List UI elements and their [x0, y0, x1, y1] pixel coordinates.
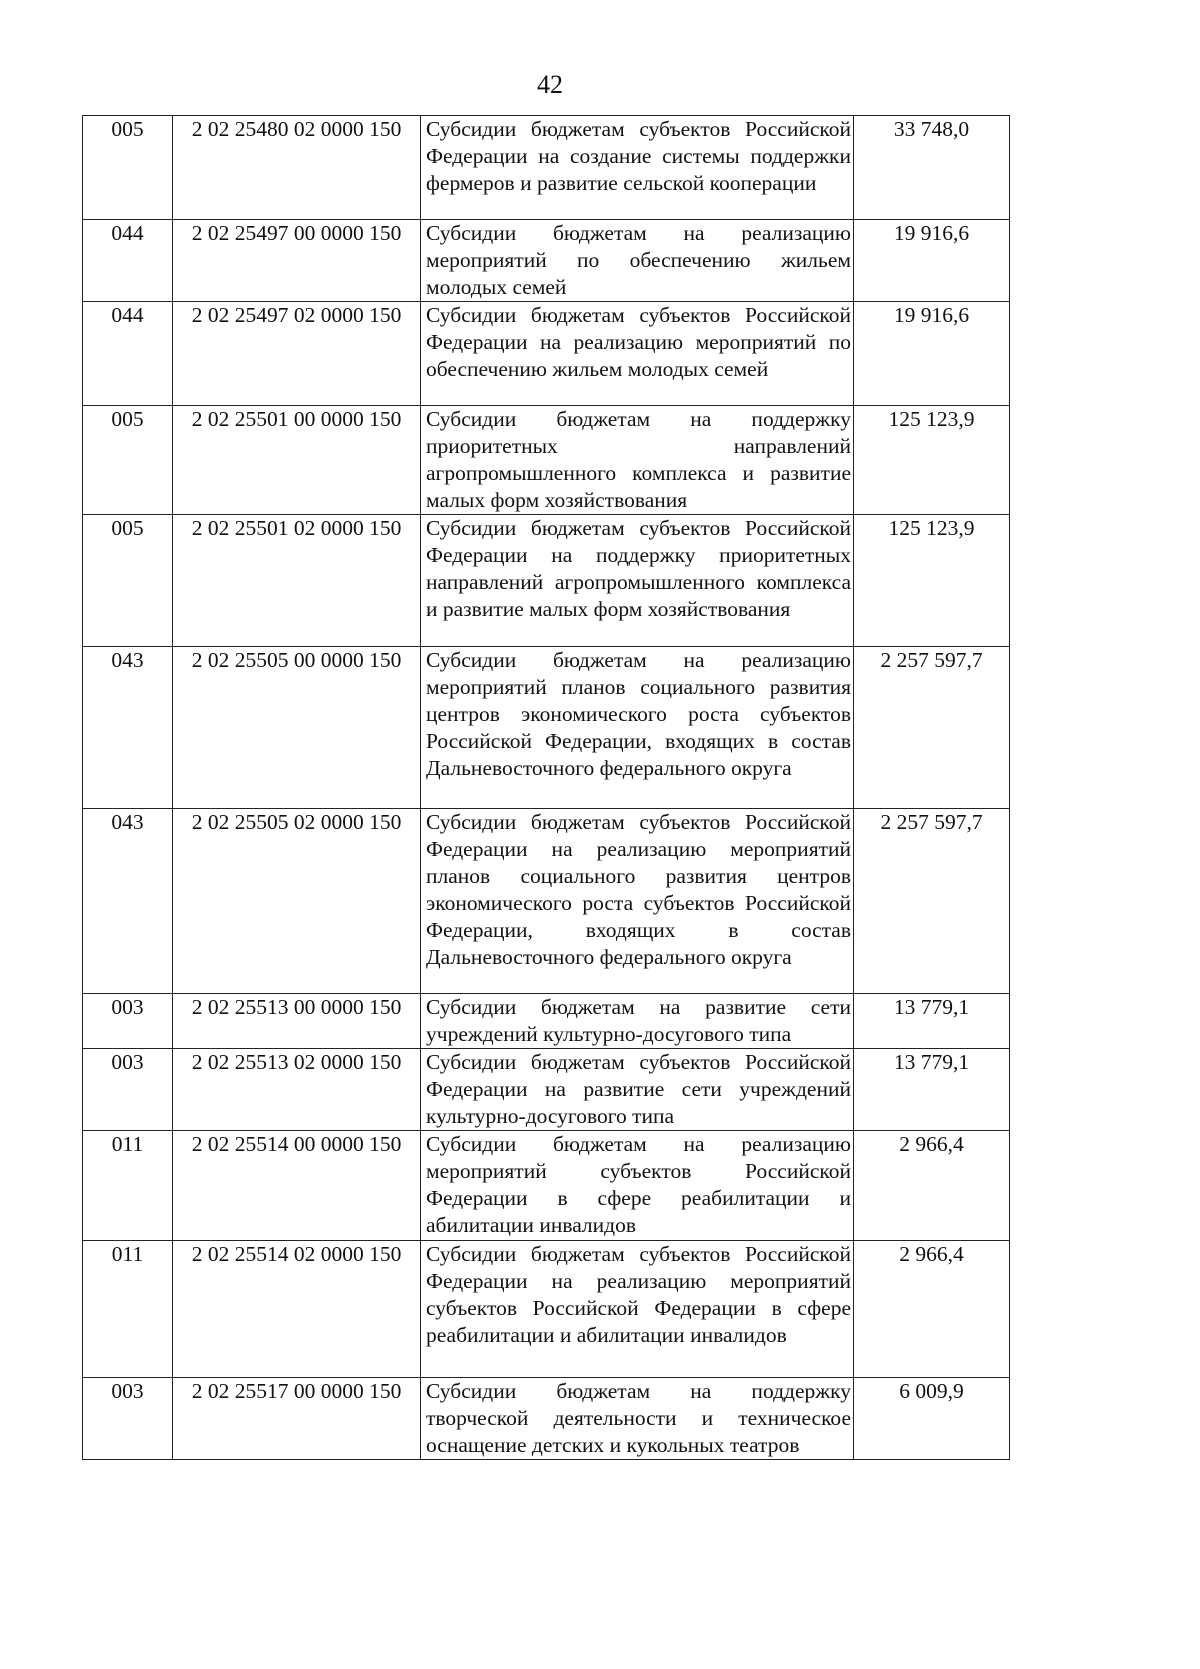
table-row	[83, 1241, 1010, 1378]
kbk-code-cell: 2 02 25501 00 0000 150	[173, 406, 421, 515]
amount-cell: 33 748,0	[854, 116, 1010, 220]
kbk-code-cell: 2 02 25505 00 0000 150	[173, 647, 421, 809]
kbk-code-cell: 2 02 25514 00 0000 150	[173, 1131, 421, 1241]
budget-table	[82, 115, 1010, 1460]
description-cell: Субсидии бюджетам на развитие сети учреждений культурно-досугового типа	[421, 994, 854, 1049]
admin-code-cell: 043	[83, 809, 173, 994]
amount-cell: 125 123,9	[854, 406, 1010, 515]
amount-cell: 13 779,1	[854, 994, 1010, 1049]
amount-cell: 2 966,4	[854, 1241, 1010, 1378]
amount-cell: 19 916,6	[854, 302, 1010, 406]
kbk-code-cell: 2 02 25513 00 0000 150	[173, 994, 421, 1049]
amount-cell: 2 257 597,7	[854, 647, 1010, 809]
amount-cell: 19 916,6	[854, 220, 1010, 302]
table-row	[83, 647, 1010, 809]
table-row	[83, 809, 1010, 994]
admin-code-cell: 003	[83, 1049, 173, 1131]
admin-code-cell: 005	[83, 116, 173, 220]
admin-code-cell: 044	[83, 220, 173, 302]
admin-code-cell: 003	[83, 994, 173, 1049]
admin-code-cell: 003	[83, 1378, 173, 1460]
admin-code-cell: 011	[83, 1131, 173, 1241]
amount-cell: 2 257 597,7	[854, 809, 1010, 994]
description-cell: Субсидии бюджетам на реализацию мероприятий по обеспечению жильем молодых семей	[421, 220, 854, 302]
amount-cell: 125 123,9	[854, 515, 1010, 647]
table-row	[83, 302, 1010, 406]
table-row	[83, 1131, 1010, 1241]
page-number: 42	[537, 70, 563, 99]
table-row	[83, 1049, 1010, 1131]
description-cell: Субсидии бюджетам субъектов Российской Федерации на создание системы поддержки фермеров и развитие сельской кооперации	[421, 116, 854, 220]
kbk-code-cell: 2 02 25501 02 0000 150	[173, 515, 421, 647]
description-cell: Субсидии бюджетам на поддержку приоритетных направлений агропромышленного комплекса и развитие малых форм хозяйствования	[421, 406, 854, 515]
table-row	[83, 994, 1010, 1049]
amount-cell: 13 779,1	[854, 1049, 1010, 1131]
kbk-code-cell: 2 02 25480 02 0000 150	[173, 116, 421, 220]
table-row	[83, 406, 1010, 515]
table-row	[83, 515, 1010, 647]
description-cell: Субсидии бюджетам субъектов Российской Федерации на реализацию мероприятий планов социального развития центров экономического роста субъектов Российской Федерации, входящих в состав Дальневосточного федерального округа	[421, 809, 854, 994]
admin-code-cell: 011	[83, 1241, 173, 1378]
table-row	[83, 220, 1010, 302]
description-cell: Субсидии бюджетам субъектов Российской Федерации на поддержку приоритетных направлений агропромышленного комплекса и развитие малых форм хозяйствования	[421, 515, 854, 647]
kbk-code-cell: 2 02 25514 02 0000 150	[173, 1241, 421, 1378]
kbk-code-cell: 2 02 25497 02 0000 150	[173, 302, 421, 406]
kbk-code-cell: 2 02 25517 00 0000 150	[173, 1378, 421, 1460]
admin-code-cell: 043	[83, 647, 173, 809]
description-cell: Субсидии бюджетам субъектов Российской Федерации на реализацию мероприятий субъектов Российской Федерации в сфере реабилитации и абилитации инвалидов	[421, 1241, 854, 1378]
description-cell: Субсидии бюджетам на реализацию мероприятий субъектов Российской Федерации в сфере реабилитации и абилитации инвалидов	[421, 1131, 854, 1241]
description-cell: Субсидии бюджетам на поддержку творческой деятельности и техническое оснащение детских и кукольных театров	[421, 1378, 854, 1460]
description-cell: Субсидии бюджетам на реализацию мероприятий планов социального развития центров экономического роста субъектов Российской Федерации, входящих в состав Дальневосточного федерального округа	[421, 647, 854, 809]
admin-code-cell: 005	[83, 406, 173, 515]
kbk-code-cell: 2 02 25497 00 0000 150	[173, 220, 421, 302]
table-row	[83, 116, 1010, 220]
description-cell: Субсидии бюджетам субъектов Российской Федерации на реализацию мероприятий по обеспечению жильем молодых семей	[421, 302, 854, 406]
table-row	[83, 1378, 1010, 1460]
amount-cell: 6 009,9	[854, 1378, 1010, 1460]
kbk-code-cell: 2 02 25505 02 0000 150	[173, 809, 421, 994]
amount-cell: 2 966,4	[854, 1131, 1010, 1241]
admin-code-cell: 005	[83, 515, 173, 647]
description-cell: Субсидии бюджетам субъектов Российской Федерации на развитие сети учреждений культурно-досугового типа	[421, 1049, 854, 1131]
kbk-code-cell: 2 02 25513 02 0000 150	[173, 1049, 421, 1131]
admin-code-cell: 044	[83, 302, 173, 406]
